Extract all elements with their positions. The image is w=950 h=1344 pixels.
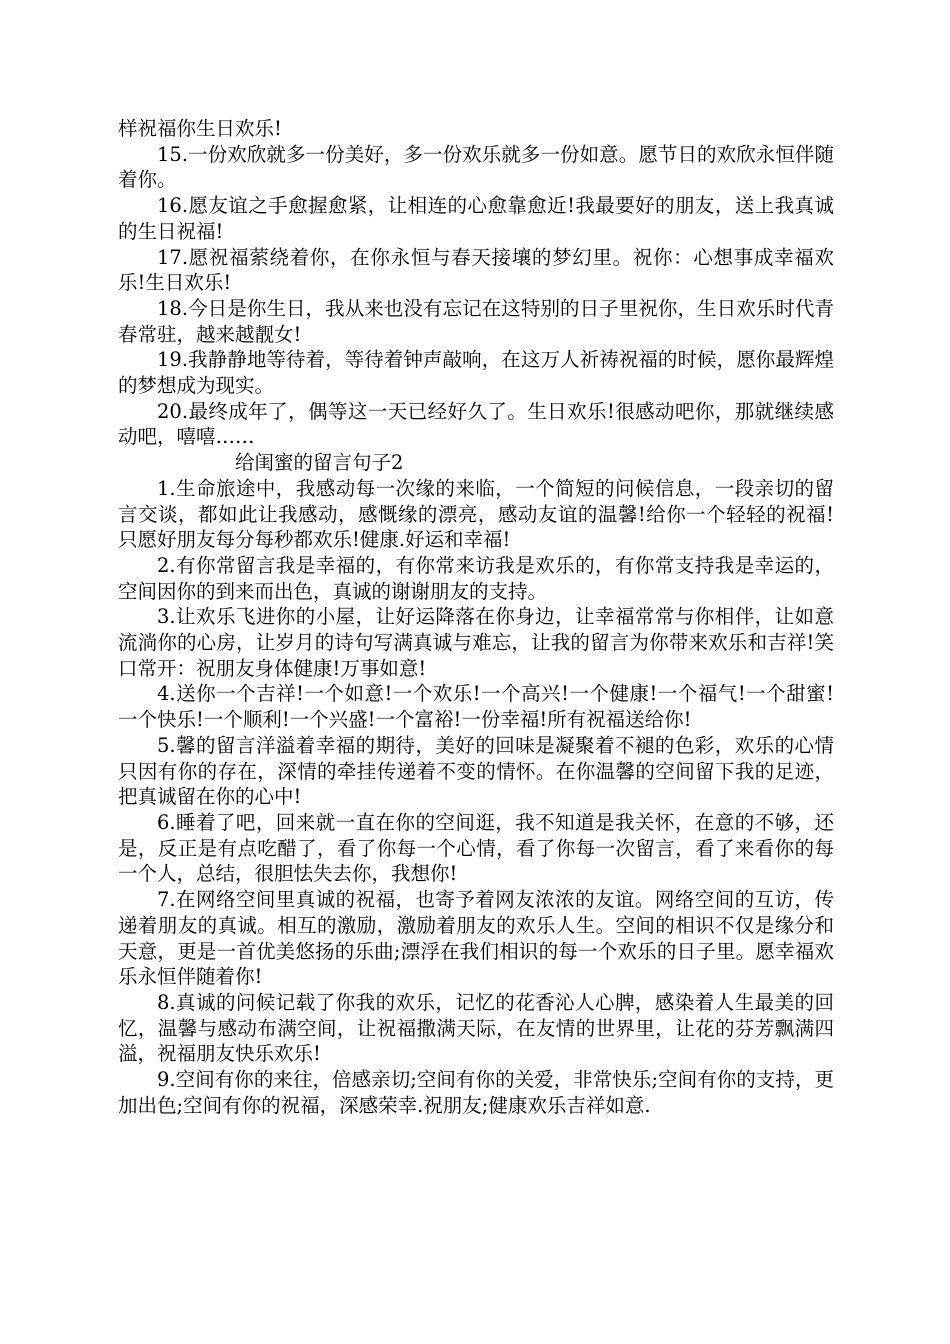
document-page bbox=[118, 116, 834, 1118]
paragraph-18: 18.今日是你生日，我从来也没有忘记在这特别的日子里祝你，生日欢乐时代青春常驻，越来越靓女! bbox=[118, 296, 834, 346]
paragraph-7: 7.在网络空间里真诚的祝福，也寄予着网友浓浓的友谊。网络空间的互访，传递着朋友的真诚。相互的激励，激励着朋友的欢乐人生。空间的相识不仅是缘分和天意，更是一首优美悠扬的乐曲;漂浮在我们相识的每一个欢乐的日子里。愿幸福欢乐永恒伴随着你! bbox=[118, 888, 834, 989]
paragraph-15: 15.一份欢欣就多一份美好，多一份欢乐就多一份如意。愿节日的欢欣永恒伴随着你。 bbox=[118, 142, 834, 192]
paragraph-17: 17.愿祝福萦绕着你，在你永恒与春天接壤的梦幻里。祝你：心想事成幸福欢乐!生日欢乐! bbox=[118, 245, 834, 295]
section-heading: 给闺蜜的留言句子2 bbox=[235, 451, 404, 475]
paragraph-continuation: 样祝福你生日欢乐! bbox=[118, 117, 282, 140]
paragraph-16: 16.愿友谊之手愈握愈紧，让相连的心愈靠愈近!我最要好的朋友，送上我真诚的生日祝福! bbox=[118, 194, 834, 243]
paragraph-3: 3.让欢乐飞进你的小屋，让好运降落在你身边，让幸福常常与你相伴，让如意流淌你的心房，让岁月的诗句写满真诚与难忘，让我的留言为你带来欢乐和吉祥!笑口常开：祝朋友身体健康!万事如意! bbox=[118, 605, 834, 680]
paragraph-8: 8.真诚的问候记载了你我的欢乐，记忆的花香沁人心脾，感染着人生最美的回忆，温馨与感动布满空间，让祝福撒满天际，在友情的世界里，让花的芬芳飘满四溢，祝福朋友快乐欢乐! bbox=[118, 990, 834, 1066]
paragraph-9: 9.空间有你的来往，倍感亲切;空间有你的关爱，非常快乐;空间有你的支持，更加出色;空间有你的祝福，深感荣幸.祝朋友;健康欢乐吉祥如意. bbox=[118, 1068, 834, 1117]
paragraph-6: 6.睡着了吧，回来就一直在你的空间逛，我不知道是我关怀，在意的不够，还是，反正是有点吃醋了，看了你每一个心情，看了你每一次留言，看了来看你的每一个人，总结，很胆怯失去你，我想你! bbox=[118, 810, 834, 886]
paragraph-1: 1.生命旅途中，我感动每一次缘的来临，一个简短的问候信息，一段亲切的留言交谈，都如此让我感动，感慨缘的漂亮，感动友谊的温馨!给你一个轻轻的祝福!只愿好朋友每分每秒都欢乐!健康.好运和幸福! bbox=[118, 476, 834, 552]
paragraph-4: 4.送你一个吉祥!一个如意!一个欢乐!一个高兴!一个健康!一个福气!一个甜蜜!一个快乐!一个顺利!一个兴盛!一个富裕!一份幸福!所有祝福送给你! bbox=[118, 682, 834, 732]
paragraph-20: 20.最终成年了，偶等这一天已经好久了。生日欢乐!很感动吧你，那就继续感动吧，嘻嘻…… bbox=[118, 399, 834, 449]
paragraph-19: 19.我静静地等待着，等待着钟声敲响，在这万人祈祷祝福的时候，愿你最辉煌的梦想成为现实。 bbox=[118, 348, 834, 398]
paragraph-5: 5.馨的留言洋溢着幸福的期待，美好的回味是凝聚着不褪的色彩，欢乐的心情只因有你的存在，深情的牵挂传递着不变的情怀。在你温馨的空间留下我的足迹，把真诚留在你的心中! bbox=[118, 733, 834, 809]
paragraph-2: 2.有你常留言我是幸福的，有你常来访我是欢乐的，有你常支持我是幸运的，空间因你的到来而出色，真诚的谢谢朋友的支持。 bbox=[118, 553, 834, 603]
